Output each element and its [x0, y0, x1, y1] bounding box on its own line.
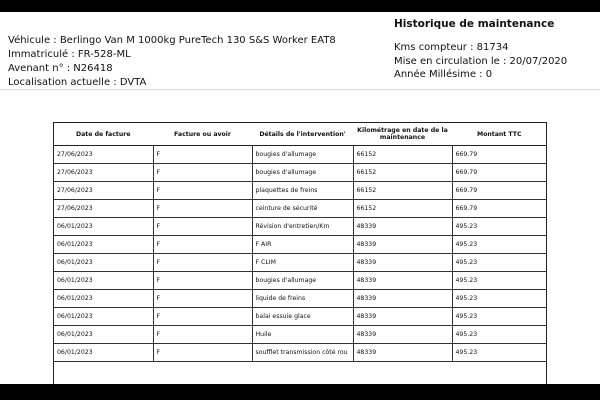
cell-details: plaquettes de freins	[252, 182, 353, 200]
table-row	[54, 200, 546, 218]
header-facture-avoir: Facture ou avoir	[153, 123, 252, 146]
cell-date: 27/06/2023	[54, 200, 153, 218]
cell-amount: 669.79	[452, 164, 546, 182]
header-divider	[0, 89, 600, 90]
cell-km: 66152	[353, 146, 452, 164]
cell-km: 48339	[353, 308, 452, 326]
cell-date: 06/01/2023	[54, 254, 153, 272]
cell-details: bougies d'allumage	[252, 272, 353, 290]
cell-date: 27/06/2023	[54, 164, 153, 182]
cell-type: F	[153, 164, 252, 182]
table-row	[54, 236, 546, 254]
maintenance-history-title: Historique de maintenance	[394, 18, 555, 30]
cell-type: F	[153, 290, 252, 308]
registration-date: Mise en circulation le : 20/07/2020	[394, 55, 568, 67]
cell-date: 06/01/2023	[54, 272, 153, 290]
vehicle-location: Localisation actuelle : DVTA	[8, 77, 147, 88]
vehicle-info-block	[8, 34, 336, 90]
table-row	[54, 308, 546, 326]
vehicle-model: Véhicule : Berlingo Van M 1000kg PureTech 130 S&S Worker EAT8	[8, 35, 336, 46]
cell-amount: 495.23	[452, 272, 546, 290]
cell-type: F	[153, 344, 252, 362]
cell-km: 66152	[353, 164, 452, 182]
model-year: Année Millésime : 0	[394, 69, 493, 80]
maintenance-table	[54, 123, 546, 362]
cell-type: F	[153, 254, 252, 272]
header-details-intervention: Détails de l'intervention'	[252, 123, 353, 146]
header-montant-ttc: Montant TTC	[452, 123, 546, 146]
cell-amount: 495.23	[452, 308, 546, 326]
header-kilometrage: Kilométrage en date de la maintenance	[353, 123, 452, 146]
cell-amount: 495.23	[452, 218, 546, 236]
cell-amount: 495.23	[452, 236, 546, 254]
table-row	[54, 164, 546, 182]
cell-details: Révision d'entretien/Km	[252, 218, 353, 236]
cell-km: 48339	[353, 290, 452, 308]
cell-details: balai essuie glace	[252, 308, 353, 326]
vehicle-registration: Immatriculé : FR-528-ML	[8, 49, 131, 60]
cell-amount: 495.23	[452, 254, 546, 272]
cell-type: F	[153, 200, 252, 218]
cell-amount: 495.23	[452, 344, 546, 362]
table-row	[54, 182, 546, 200]
cell-date: 06/01/2023	[54, 218, 153, 236]
table-row	[54, 290, 546, 308]
cell-type: F	[153, 326, 252, 344]
header-date-facture: Date de facture	[54, 123, 153, 146]
cell-date: 06/01/2023	[54, 326, 153, 344]
table-row	[54, 146, 546, 164]
cell-type: F	[153, 218, 252, 236]
maintenance-info-block	[394, 41, 567, 82]
cell-details: soufflet transmission côté rou	[252, 344, 353, 362]
table-row	[54, 344, 546, 362]
vehicle-avenant: Avenant n° : N26418	[8, 63, 113, 74]
table-header-row	[54, 123, 546, 146]
table-row	[54, 254, 546, 272]
cell-date: 06/01/2023	[54, 236, 153, 254]
cell-details: liquide de freins	[252, 290, 353, 308]
cell-date: 06/01/2023	[54, 290, 153, 308]
cell-details: F AIR	[252, 236, 353, 254]
cell-km: 48339	[353, 218, 452, 236]
cell-type: F	[153, 182, 252, 200]
cell-details: F CLIM	[252, 254, 353, 272]
cell-details: ceinture de sécurité	[252, 200, 353, 218]
cell-km: 48339	[353, 326, 452, 344]
top-black-bar	[0, 0, 600, 12]
cell-type: F	[153, 146, 252, 164]
cell-details: bougies d'allumage	[252, 146, 353, 164]
cell-amount: 495.23	[452, 326, 546, 344]
cell-details: Huile	[252, 326, 353, 344]
cell-km: 48339	[353, 254, 452, 272]
cell-amount: 669.79	[452, 146, 546, 164]
cell-amount: 669.79	[452, 182, 546, 200]
cell-details: bougies d'allumage	[252, 164, 353, 182]
cell-km: 48339	[353, 272, 452, 290]
cell-km: 48339	[353, 236, 452, 254]
cell-amount: 495.23	[452, 290, 546, 308]
cell-date: 27/06/2023	[54, 182, 153, 200]
cell-type: F	[153, 236, 252, 254]
bottom-black-bar	[0, 384, 600, 400]
cell-km: 66152	[353, 182, 452, 200]
maintenance-table-container	[53, 122, 547, 384]
table-row	[54, 218, 546, 236]
cell-type: F	[153, 308, 252, 326]
cell-amount: 669.79	[452, 200, 546, 218]
cell-date: 27/06/2023	[54, 146, 153, 164]
cell-km: 66152	[353, 200, 452, 218]
cell-km: 48339	[353, 344, 452, 362]
table-row	[54, 326, 546, 344]
cell-date: 06/01/2023	[54, 308, 153, 326]
cell-type: F	[153, 272, 252, 290]
odometer-reading: Kms compteur : 81734	[394, 42, 509, 53]
cell-date: 06/01/2023	[54, 344, 153, 362]
table-row	[54, 272, 546, 290]
